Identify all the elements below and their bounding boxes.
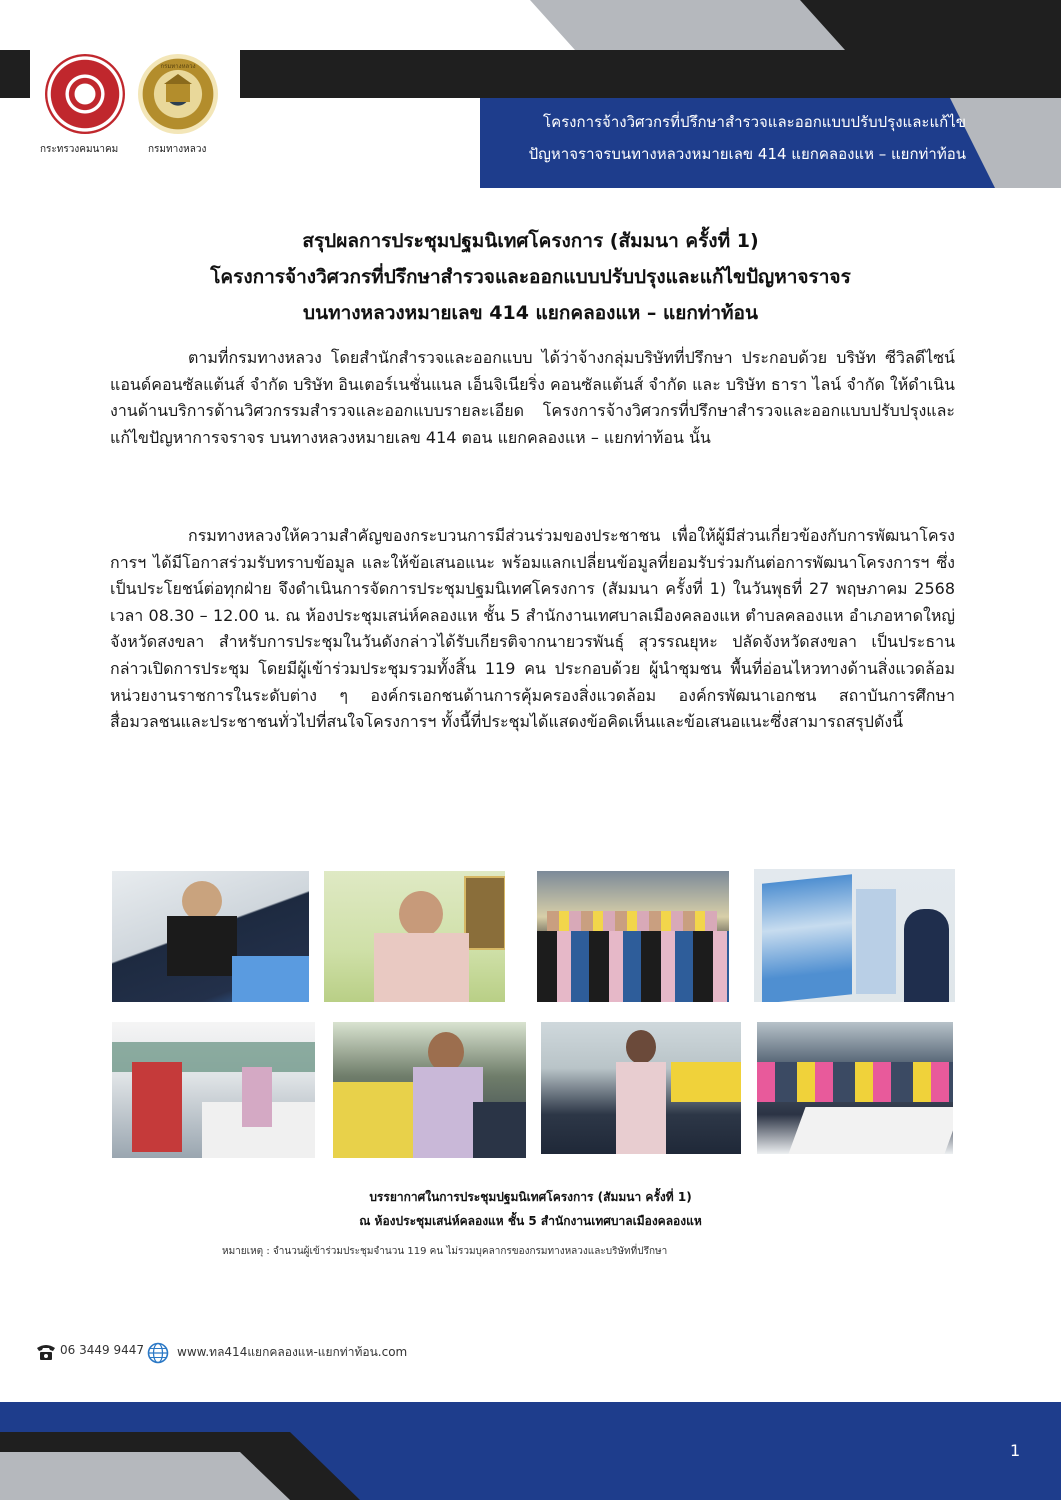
phone-icon <box>35 1342 57 1362</box>
phone-number: 06 3449 9447 <box>60 1343 144 1357</box>
ministry-seal-logo <box>45 54 125 134</box>
photo-note: หมายเหตุ : จำนวนผู้เข้าร่วมประชุมจำนวน 119 คน ไม่รวมบุคลากรของกรมทางหลวงและบริษัทที่ปรึกษา <box>222 1246 668 1257</box>
doc-title-line3: บนทางหลวงหมายเลข 414 แยกคลองแห – แยกท่าท้อน <box>303 302 758 324</box>
photo-seated-attendees <box>757 1022 953 1154</box>
body-paragraph-1: ตามที่กรมทางหลวง โดยสำนักสำรวจและออกแบบ ได้ว่าจ้างกลุ่มบริษัทที่ปรึกษา ประกอบด้วย บริษัท ซีวิลดีไซน์แอนด์คอนซัลแต้นส์ จำกัด บริษัท อินเตอร์เนชั่นแนล เอ็นจิเนียริ่ง คอนซัลแต้นส์ จำกัด และ บริษัท ธารา ไลน์ จำกัด ให้ดำเนินงานด้านบริการด้านวิศวกรรมสำรวจและออกแบบรายละเอียด โครงการจ้างวิศวกรที่ปรึกษาสำรวจและออกแบบปรับปรุงและแก้ไขปัญหาการจราจร บนทางหลวงหมายเลข 414 ตอน แยกคลองแห – แยกท่าท้อน นั้น <box>110 348 955 447</box>
header-title-line2: ปัญหาจราจรบนทางหลวงหมายเลข 414 แยกคลองแห – แยกท่าท้อน <box>528 145 966 163</box>
photo-caption-line1: บรรยากาศในการประชุมปฐมนิเทศโครงการ (สัมมนา ครั้งที่ 1) <box>369 1190 692 1204</box>
photo-registration-desk <box>112 1022 315 1158</box>
doc-title-line2: โครงการจ้างวิศวกรที่ปรึกษาสำรวจและออกแบบปรับปรุงและแก้ไขปัญหาจราจร <box>210 266 851 288</box>
department-caption: กรมทางหลวง <box>148 144 207 155</box>
photo-exhibition-boards <box>754 869 955 1002</box>
photo-speaker-podium <box>112 871 309 1002</box>
photo-group-participants <box>537 871 729 1002</box>
ministry-caption: กระทรวงคมนาคม <box>40 144 119 155</box>
header-dark-corner <box>800 0 1061 50</box>
doc-title-line1: สรุปผลการประชุมปฐมนิเทศโครงการ (สัมมนา ครั้งที่ 1) <box>302 230 759 252</box>
body-paragraph-2: กรมทางหลวงให้ความสำคัญของกระบวนการมีส่วนร่วมของประชาชน เพื่อให้ผู้มีส่วนเกี่ยวข้องกับการพัฒนาโครงการฯ ได้มีโอกาสร่วมรับทราบข้อมูล และให้ข้อเสนอแนะ พร้อมแลกเปลี่ยนข้อมูลที่ยอมรับร่วมกันต่อการพัฒนาโครงการฯ ซึ่งเป็นประโยชน์ต่อทุกฝ่าย จึงดำเนินการจัดการประชุมปฐมนิเทศโครงการ (สัมมนา ครั้งที่ 1) ในวันพุธที่ 27 พฤษภาคม 2568 เวลา 08.30 – 12.00 น. ณ ห้องประชุมเสน่ห์คลองแห ชั้น 5 สำนักงานเทศบาลเมืองคลองแห ตำบลคลองแห อำเภอหาดใหญ่ จังหวัดสงขลา สำหรับการประชุมในวันดังกล่าวได้รับเกียรติจากนายวรพันธุ์ สุวรรณยุหะ ปลัดจังหวัดสงขลา เป็นประธานกล่าวเปิดการประชุม โดยมีผู้เข้าร่วมประชุมรวมทั้งสิ้น 119 คน ประกอบด้วย ผู้นำชุมชน พื้นที่อ่อนไหวทางด้านสิ่งแวดล้อม หน่วยงานราชการในระดับต่าง ๆ องค์กรเอกชนด้านการคุ้มครองสิ่งแวดล้อม องค์กรพัฒนาเอกชน สถาบันการศึกษา สื่อมวลชนและประชาชนทั่วไปที่สนใจโครงการฯ ทั้งนี้ที่ประชุมได้แสดงข้อคิดเห็นและข้อเสนอแนะซึ่งสามารถสรุปดังนี้ <box>110 526 955 732</box>
department-of-highways-logo <box>138 54 218 134</box>
photo-caption-line2: ณ ห้องประชุมเสน่ห์คลองแห ชั้น 5 สำนักงานเทศบาลเมืองคลองแห <box>359 1214 702 1228</box>
logo-ring-text: กรมทางหลวง <box>160 63 196 70</box>
photo-official-speaking <box>324 871 505 1002</box>
photo-audience-question <box>333 1022 526 1158</box>
header-title-line1: โครงการจ้างวิศวกรที่ปรึกษาสำรวจและออกแบบปรับปรุงและแก้ไข <box>543 113 966 131</box>
website-link[interactable]: www.ทล414แยกคลองแห-แยกท่าท้อน.com <box>177 1345 408 1359</box>
globe-icon <box>147 1342 169 1362</box>
page-number: 1 <box>1010 1441 1021 1460</box>
photo-female-moderator <box>541 1022 741 1154</box>
